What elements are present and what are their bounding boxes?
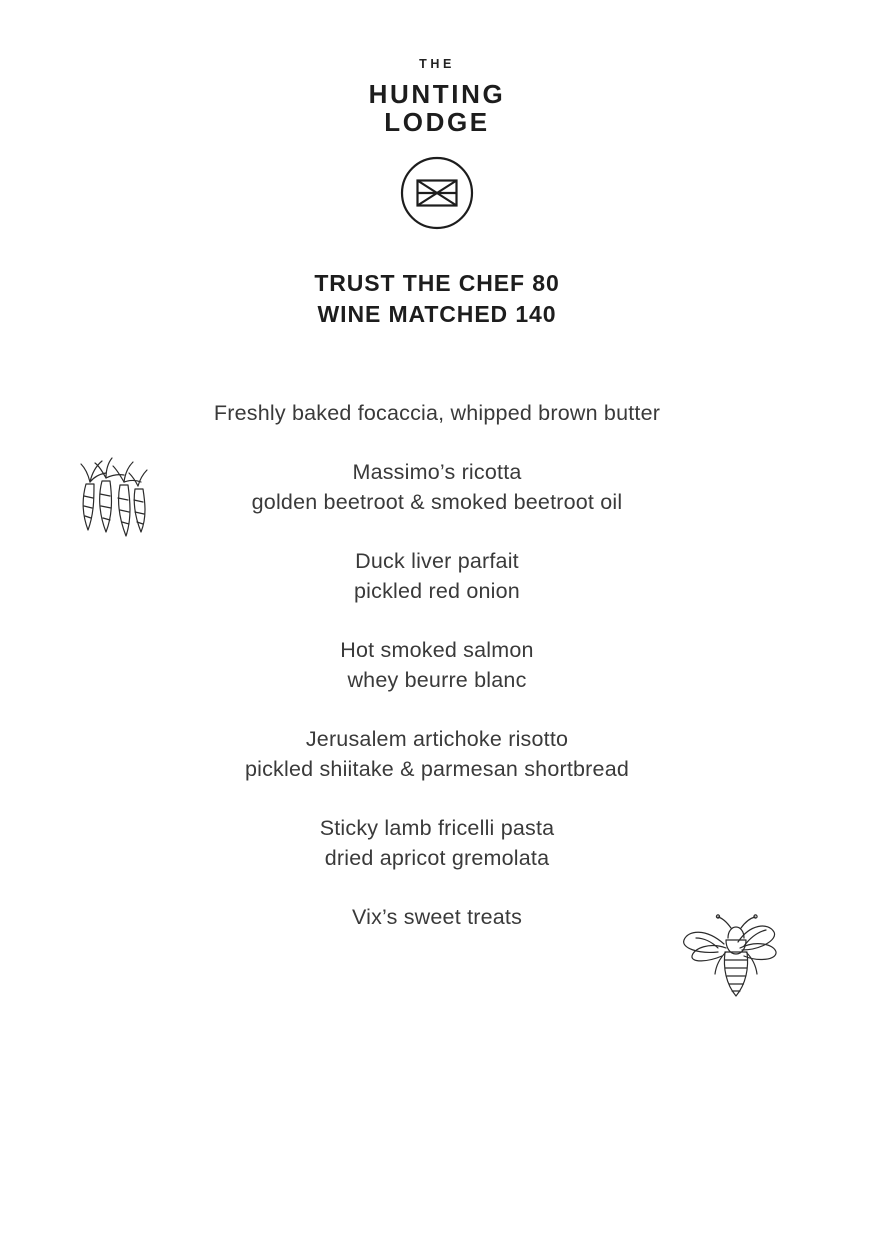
menu-title: [0, 268, 874, 330]
course-line: Jerusalem artichoke risotto: [305, 726, 569, 751]
menu-course: [0, 635, 874, 696]
title-line-wine: WINE MATCHED 140: [317, 301, 557, 328]
course-line: whey beurre blanc: [347, 668, 527, 693]
menu-course: [0, 398, 874, 429]
course-line: Vix’s sweet treats: [351, 904, 523, 929]
course-line: Sticky lamb fricelli pasta: [319, 815, 555, 840]
course-line: Massimo’s ricotta: [352, 459, 522, 484]
carrots-illustration-icon: [72, 452, 168, 556]
brand-line-hunting: HUNTING: [368, 78, 506, 109]
title-line-chef: TRUST THE CHEF 80: [314, 270, 560, 296]
course-line: pickled shiitake & parmesan shortbread: [244, 757, 630, 782]
menu-course: [0, 724, 874, 785]
bee-illustration-icon: [676, 908, 788, 1008]
brand-line-lodge: LODGE: [384, 106, 490, 137]
course-line: Duck liver parfait: [355, 548, 519, 573]
brand-line-the: THE: [419, 57, 455, 71]
crossed-envelope-circle-icon: [400, 156, 474, 230]
masthead: [0, 58, 874, 230]
course-line: dried apricot gremolata: [324, 846, 550, 871]
course-line: pickled red onion: [354, 579, 520, 604]
course-line: Freshly baked focaccia, whipped brown butter: [213, 401, 661, 425]
course-line: Hot smoked salmon: [340, 637, 534, 662]
course-line: golden beetroot & smoked beetroot oil: [251, 490, 623, 515]
menu-course: [0, 813, 874, 874]
